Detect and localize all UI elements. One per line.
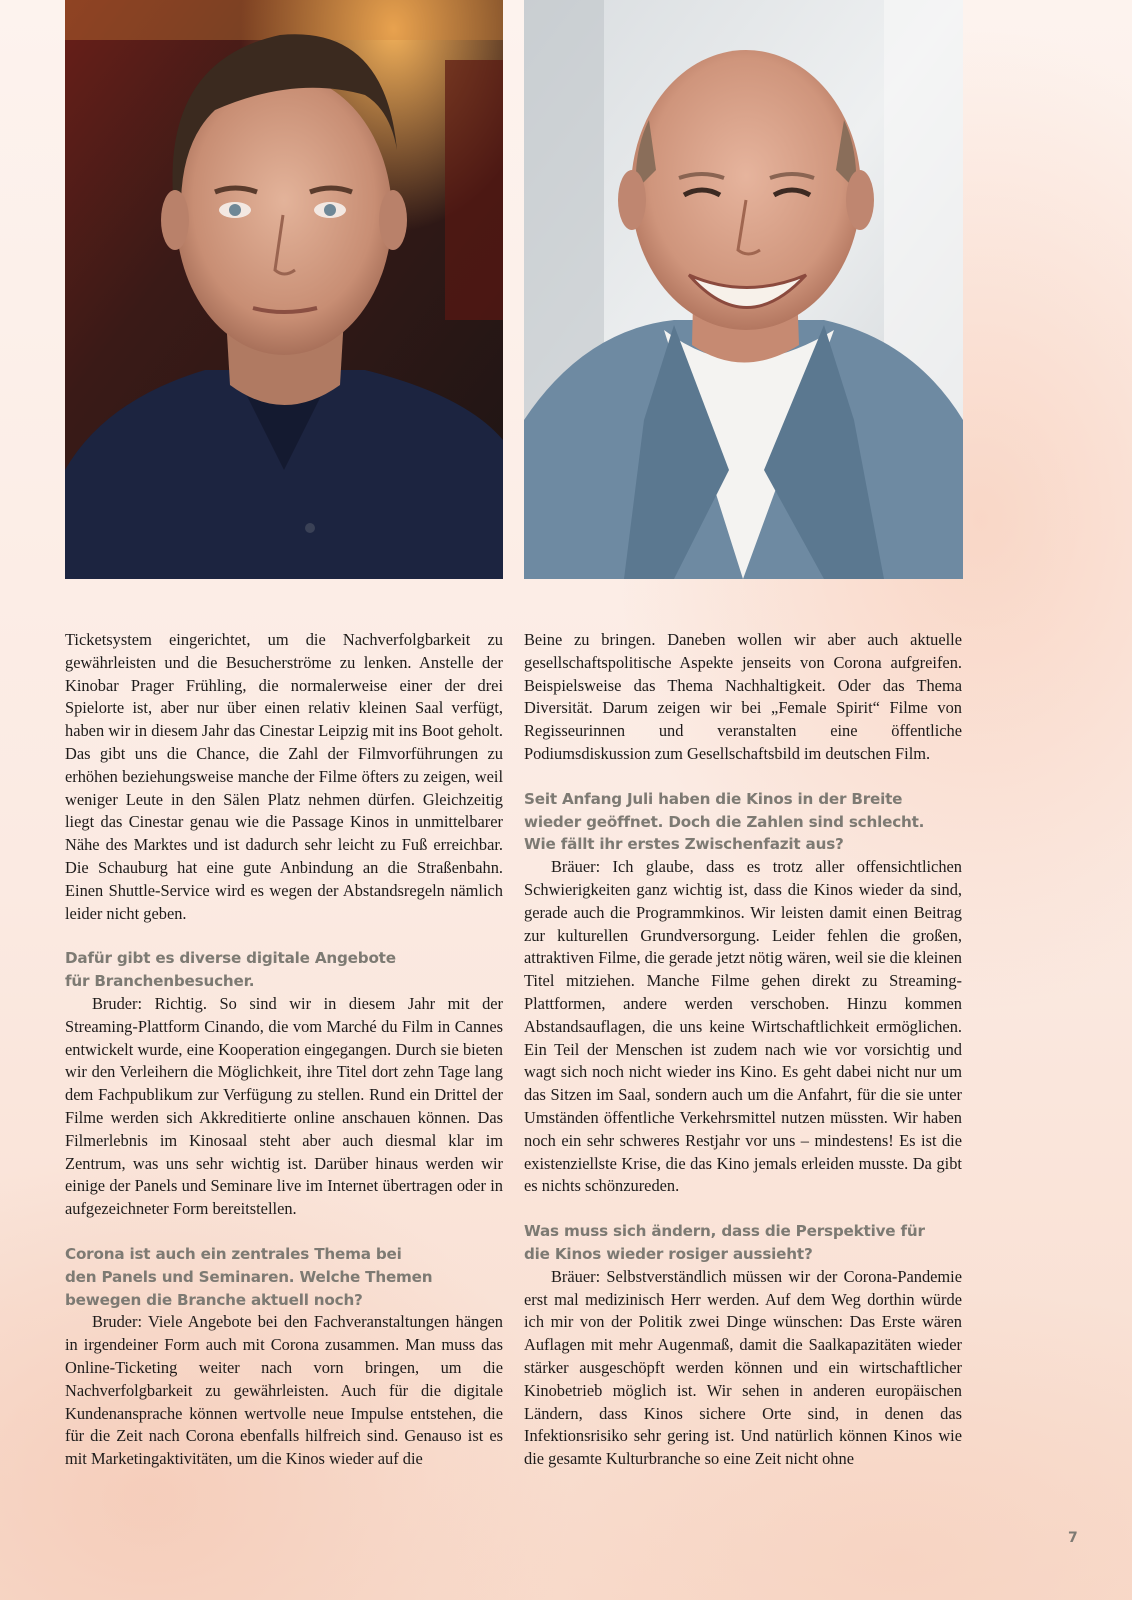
portrait-man-dark-polo-icon xyxy=(65,0,503,579)
interview-question xyxy=(65,1243,503,1311)
interview-answer: Bruder: Viele Angebote bei den Fachveranstaltungen hängen in irgendeiner Form auch mit Corona zusammen. Man muss das Online-Ticketing weiter nach vorn bringen, um die Nachverfolgbarkeit zu gewährleisten. Auch für die digitale Kundenansprache können wertvolle neue Impulse entstehen, die für die Zeit nach Corona ebenfalls hilfreich sind. Genauso ist es mit Marketingaktivitäten, um die Kinos wieder auf die xyxy=(65,1312,503,1469)
question-line: bewegen die Branche aktuell noch? xyxy=(65,1290,363,1309)
question-line: den Panels und Seminaren. Welche Themen xyxy=(65,1267,433,1286)
page-number: 7 xyxy=(1068,1530,1078,1546)
body-paragraph: Beine zu bringen. Daneben wollen wir aber auch aktuelle gesellschaftspolitische Aspekte jenseits von Corona aufgreifen. Beispielsweise das Thema Nachhaltigkeit. Oder das Thema Diversität. Darum zeigen wir bei „Female Spirit“ Filme von Regisseurinnen und veranstalten eine öffentliche Podiumsdiskussion zum Gesellschaftsbild im deutschen Film. xyxy=(524,630,962,763)
question-line: Corona ist auch ein zentrales Thema bei xyxy=(65,1244,402,1263)
interview-question xyxy=(524,788,962,856)
question-line: für Branchenbesucher. xyxy=(65,972,255,991)
interview-question xyxy=(524,1220,962,1266)
question-line: die Kinos wieder rosiger aussieht? xyxy=(524,1244,813,1263)
article-column-right xyxy=(524,629,962,1471)
portrait-man-smiling-blazer-icon xyxy=(524,0,963,579)
portrait-photo-right xyxy=(524,0,963,579)
interview-question xyxy=(65,947,503,993)
article-column-left xyxy=(65,629,503,1471)
body-paragraph: Ticketsystem eingerichtet, um die Nachverfolgbarkeit zu gewährleisten und die Besucherströme zu lenken. Anstelle der Kinobar Prager Frühling, die normalerweise einer der drei Spielorte ist, aber nur über einen relativ kleinen Saal verfügt, haben wir in diesem Jahr das Cinestar Leipzig mit ins Boot geholt. Das gibt uns die Chance, die Zahl der Filmvorführungen zu erhöhen beziehungsweise manche der Filme öfters zu zeigen, weil weniger Leute in den Sälen Platz nehmen dürfen. Gleichzeitig liegt das Cinestar genau wie die Passage Kinos in unmittelbarer Nähe des Marktes und ist dadurch sehr leicht zu Fuß erreichbar. Die Schauburg hat eine gute Anbindung an die Straßenbahn. Einen Shuttle-Service wird es wegen der Abstandsregeln nämlich leider nicht geben. xyxy=(65,630,503,923)
interview-answer: Bräuer: Ich glaube, dass es trotz aller offensichtlichen Schwierigkeiten ganz wichtig ist, dass die Kinos wieder da sind, gerade auch die Programmkinos. Wir leisten damit einen Beitrag zur kulturellen Grundversorgung. Leider fehlen die großen, attraktiven Filme, die gerade jetzt nötig wären, weil sie die kleinen Titel mitziehen. Manche Filme gehen direkt zu Streaming-Plattformen, andere werden verschoben. Hinzu kommen Abstandsauflagen, die uns keine Wirtschaftlichkeit ermöglichen. Ein Teil der Menschen ist zudem nach wie vor vorsichtig und wagt sich noch nicht wieder ins Kino. Es geht dabei nicht nur um das Sitzen im Saal, sondern auch um die Anfahrt, für die sie unter Umständen öffentliche Verkehrsmittel nutzen müssten. Wir haben noch ein sehr schweres Restjahr vor uns – mindestens! Es ist die existenziellste Krise, die das Kino jemals erleiden musste. Da gibt es nichts schönzureden. xyxy=(524,857,962,1196)
question-line: wieder geöffnet. Doch die Zahlen sind schlecht. xyxy=(524,812,925,831)
portrait-photo-left xyxy=(65,0,503,579)
interview-answer: Bräuer: Selbstverständlich müssen wir der Corona-Pandemie erst mal medizinisch Herr werden. Auf dem Weg dorthin würde ich mir von der Politik zwei Dinge wünschen: Das Erste wären Auflagen mit mehr Augenmaß, damit die Saalkapazitäten wieder stärker ausgeschöpft werden können und ein wirtschaftlicher Kinobetrieb möglich ist. Wir sehen in anderen europäischen Ländern, dass Kinos sichere Orte sind, in denen das Infektionsrisiko sehr gering ist. Und natürlich können Kinos wie die gesamte Kulturbranche so eine Zeit nicht ohne xyxy=(524,1266,962,1469)
question-line: Dafür gibt es diverse digitale Angebote xyxy=(65,949,396,968)
question-line: Wie fällt ihr erstes Zwischenfazit aus? xyxy=(524,835,844,854)
interview-answer: Bruder: Richtig. So sind wir in diesem Jahr mit der Streaming-Plattform Cinando, die vom Marché du Film in Cannes entwickelt wurde, eine Kooperation eingegangen. Durch sie bieten wir den Verleihern die Möglichkeit, ihre Titel dort zehn Tage lang dem Fachpublikum zur Verfügung zu stellen. Rund ein Drittel der Filme werden sich Akkreditierte online anschauen können. Das Filmerlebnis im Kinosaal steht aber auch diesmal klar im Zentrum, was uns sehr wichtig ist. Darüber hinaus werden wir einige der Panels und Seminare live im Internet übertragen oder in aufgezeichneter Form bereitstellen. xyxy=(65,993,503,1219)
question-line: Seit Anfang Juli haben die Kinos in der Breite xyxy=(524,789,903,808)
question-line: Was muss sich ändern, dass die Perspektive für xyxy=(524,1222,925,1241)
